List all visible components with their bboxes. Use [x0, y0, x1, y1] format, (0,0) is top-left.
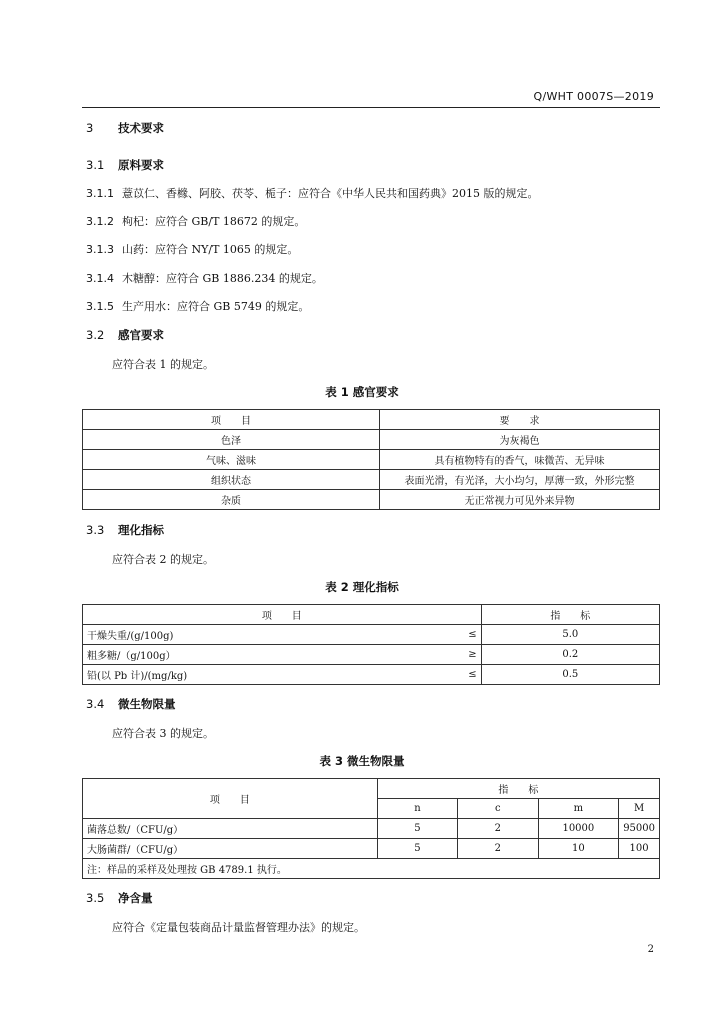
- column-header: 项 目: [83, 779, 378, 819]
- clause-text: 生产用水：应符合 GB 5749 的规定。: [122, 300, 310, 313]
- paragraph: 应符合《定量包装商品计量监督管理办法》的规定。: [112, 921, 365, 934]
- section-title: 理化指标: [118, 523, 164, 537]
- table-cell: 0.5: [481, 665, 659, 685]
- section-3-heading: [86, 120, 164, 136]
- table-cell: 100: [619, 839, 660, 859]
- table-cell: 具有植物特有的香气，味微苦、无异味: [380, 450, 660, 470]
- comparison-symbol: ≤: [341, 665, 481, 685]
- table-3-caption: 表 3 微生物限量: [319, 754, 405, 768]
- table-cell: 干燥失重/(g/100g): [83, 625, 342, 645]
- page-number: 2: [647, 944, 654, 955]
- column-header: 要 求: [380, 410, 660, 430]
- clause-number: 3.1.2: [86, 215, 114, 228]
- comparison-symbol: ≤: [341, 625, 481, 645]
- table-cell: 0.2: [481, 645, 659, 665]
- table-row: [83, 450, 660, 470]
- table-header-row: [83, 605, 660, 625]
- section-3-5-heading: [86, 890, 153, 906]
- section-number: 3.3: [86, 523, 105, 537]
- clause-3-1-3: [86, 241, 298, 257]
- table-cell: 菌落总数/（CFU/g）: [83, 819, 378, 839]
- clause-text: 薏苡仁、香橼、阿胶、茯苓、栀子：应符合《中华人民共和国药典》2015 版的规定。: [122, 187, 539, 200]
- paragraph: 应符合表 3 的规定。: [112, 727, 214, 740]
- clause-text: 木糖醇：应符合 GB 1886.234 的规定。: [122, 272, 323, 285]
- table-1-caption: 表 1 感官要求: [325, 385, 399, 399]
- clause-3-1-2: [86, 213, 305, 229]
- section-number: 3: [86, 121, 94, 135]
- table-row: [83, 490, 660, 510]
- section-number: 3.2: [86, 328, 105, 342]
- table-cell: 铅(以 Pb 计)/(mg/kg): [83, 665, 342, 685]
- table-cell: 95000: [619, 819, 660, 839]
- document-code: Q/WHT 0007S—2019: [533, 90, 654, 103]
- clause-3-1-4: [86, 270, 323, 286]
- table-row: [83, 819, 660, 839]
- section-number: 3.4: [86, 697, 105, 711]
- table-cell: 杂质: [83, 490, 380, 510]
- table-cell: 大肠菌群/（CFU/g）: [83, 839, 378, 859]
- table-cell: 气味、滋味: [83, 450, 380, 470]
- section-title: 感官要求: [118, 328, 164, 342]
- table-note-row: [83, 859, 660, 879]
- table-row: [83, 470, 660, 490]
- table-cell: 10000: [538, 819, 619, 839]
- table-cell: 2: [458, 819, 538, 839]
- column-subheader: n: [377, 799, 457, 819]
- table-header-row: [83, 410, 660, 430]
- clause-3-1-5: [86, 298, 309, 314]
- table-cell: 5.0: [481, 625, 659, 645]
- comparison-symbol: ≥: [341, 645, 481, 665]
- table-2-physicochemical: [82, 604, 660, 685]
- section-title: 微生物限量: [118, 697, 176, 711]
- column-header: 项 目: [83, 410, 380, 430]
- table-row: [83, 625, 660, 645]
- table-cell: 粗多糖/（g/100g）: [83, 645, 342, 665]
- table-cell: 5: [377, 839, 457, 859]
- section-3-1-heading: [86, 157, 164, 173]
- column-subheader: c: [458, 799, 538, 819]
- table-note: 注：样品的采样及处理按 GB 4789.1 执行。: [83, 859, 660, 879]
- clause-3-1-1: [86, 185, 539, 201]
- section-3-2-heading: [86, 327, 164, 343]
- table-3-microbial: [82, 778, 660, 879]
- section-number: 3.1: [86, 158, 105, 172]
- clause-number: 3.1.1: [86, 187, 114, 200]
- table-cell: 为灰褐色: [380, 430, 660, 450]
- table-cell: 10: [538, 839, 619, 859]
- section-title: 技术要求: [118, 121, 164, 135]
- column-subheader: M: [619, 799, 660, 819]
- column-header: 指 标: [481, 605, 659, 625]
- table-cell: 色泽: [83, 430, 380, 450]
- table-cell: 组织状态: [83, 470, 380, 490]
- clause-text: 山药：应符合 NY/T 1065 的规定。: [122, 243, 299, 256]
- table-1-sensory: [82, 409, 660, 510]
- table-cell: 表面光滑，有光泽，大小均匀，厚薄一致，外形完整: [380, 470, 660, 490]
- column-header: 指 标: [377, 779, 659, 799]
- section-3-4-heading: [86, 696, 176, 712]
- section-title: 净含量: [118, 891, 153, 905]
- clause-number: 3.1.5: [86, 300, 114, 313]
- section-number: 3.5: [86, 891, 105, 905]
- section-title: 原料要求: [118, 158, 164, 172]
- column-header: 项 目: [83, 605, 482, 625]
- table-cell: 无正常视力可见外来异物: [380, 490, 660, 510]
- paragraph: 应符合表 2 的规定。: [112, 553, 214, 566]
- table-row: [83, 430, 660, 450]
- table-cell: 5: [377, 819, 457, 839]
- table-2-caption: 表 2 理化指标: [325, 580, 399, 594]
- table-row: [83, 665, 660, 685]
- header-rule: [82, 107, 660, 108]
- clause-number: 3.1.3: [86, 243, 114, 256]
- column-subheader: m: [538, 799, 619, 819]
- table-row: [83, 839, 660, 859]
- clause-text: 枸杞：应符合 GB/T 18672 的规定。: [122, 215, 306, 228]
- table-header-row: [83, 779, 660, 799]
- table-row: [83, 645, 660, 665]
- paragraph: 应符合表 1 的规定。: [112, 358, 214, 371]
- section-3-3-heading: [86, 522, 164, 538]
- table-cell: 2: [458, 839, 538, 859]
- clause-number: 3.1.4: [86, 272, 114, 285]
